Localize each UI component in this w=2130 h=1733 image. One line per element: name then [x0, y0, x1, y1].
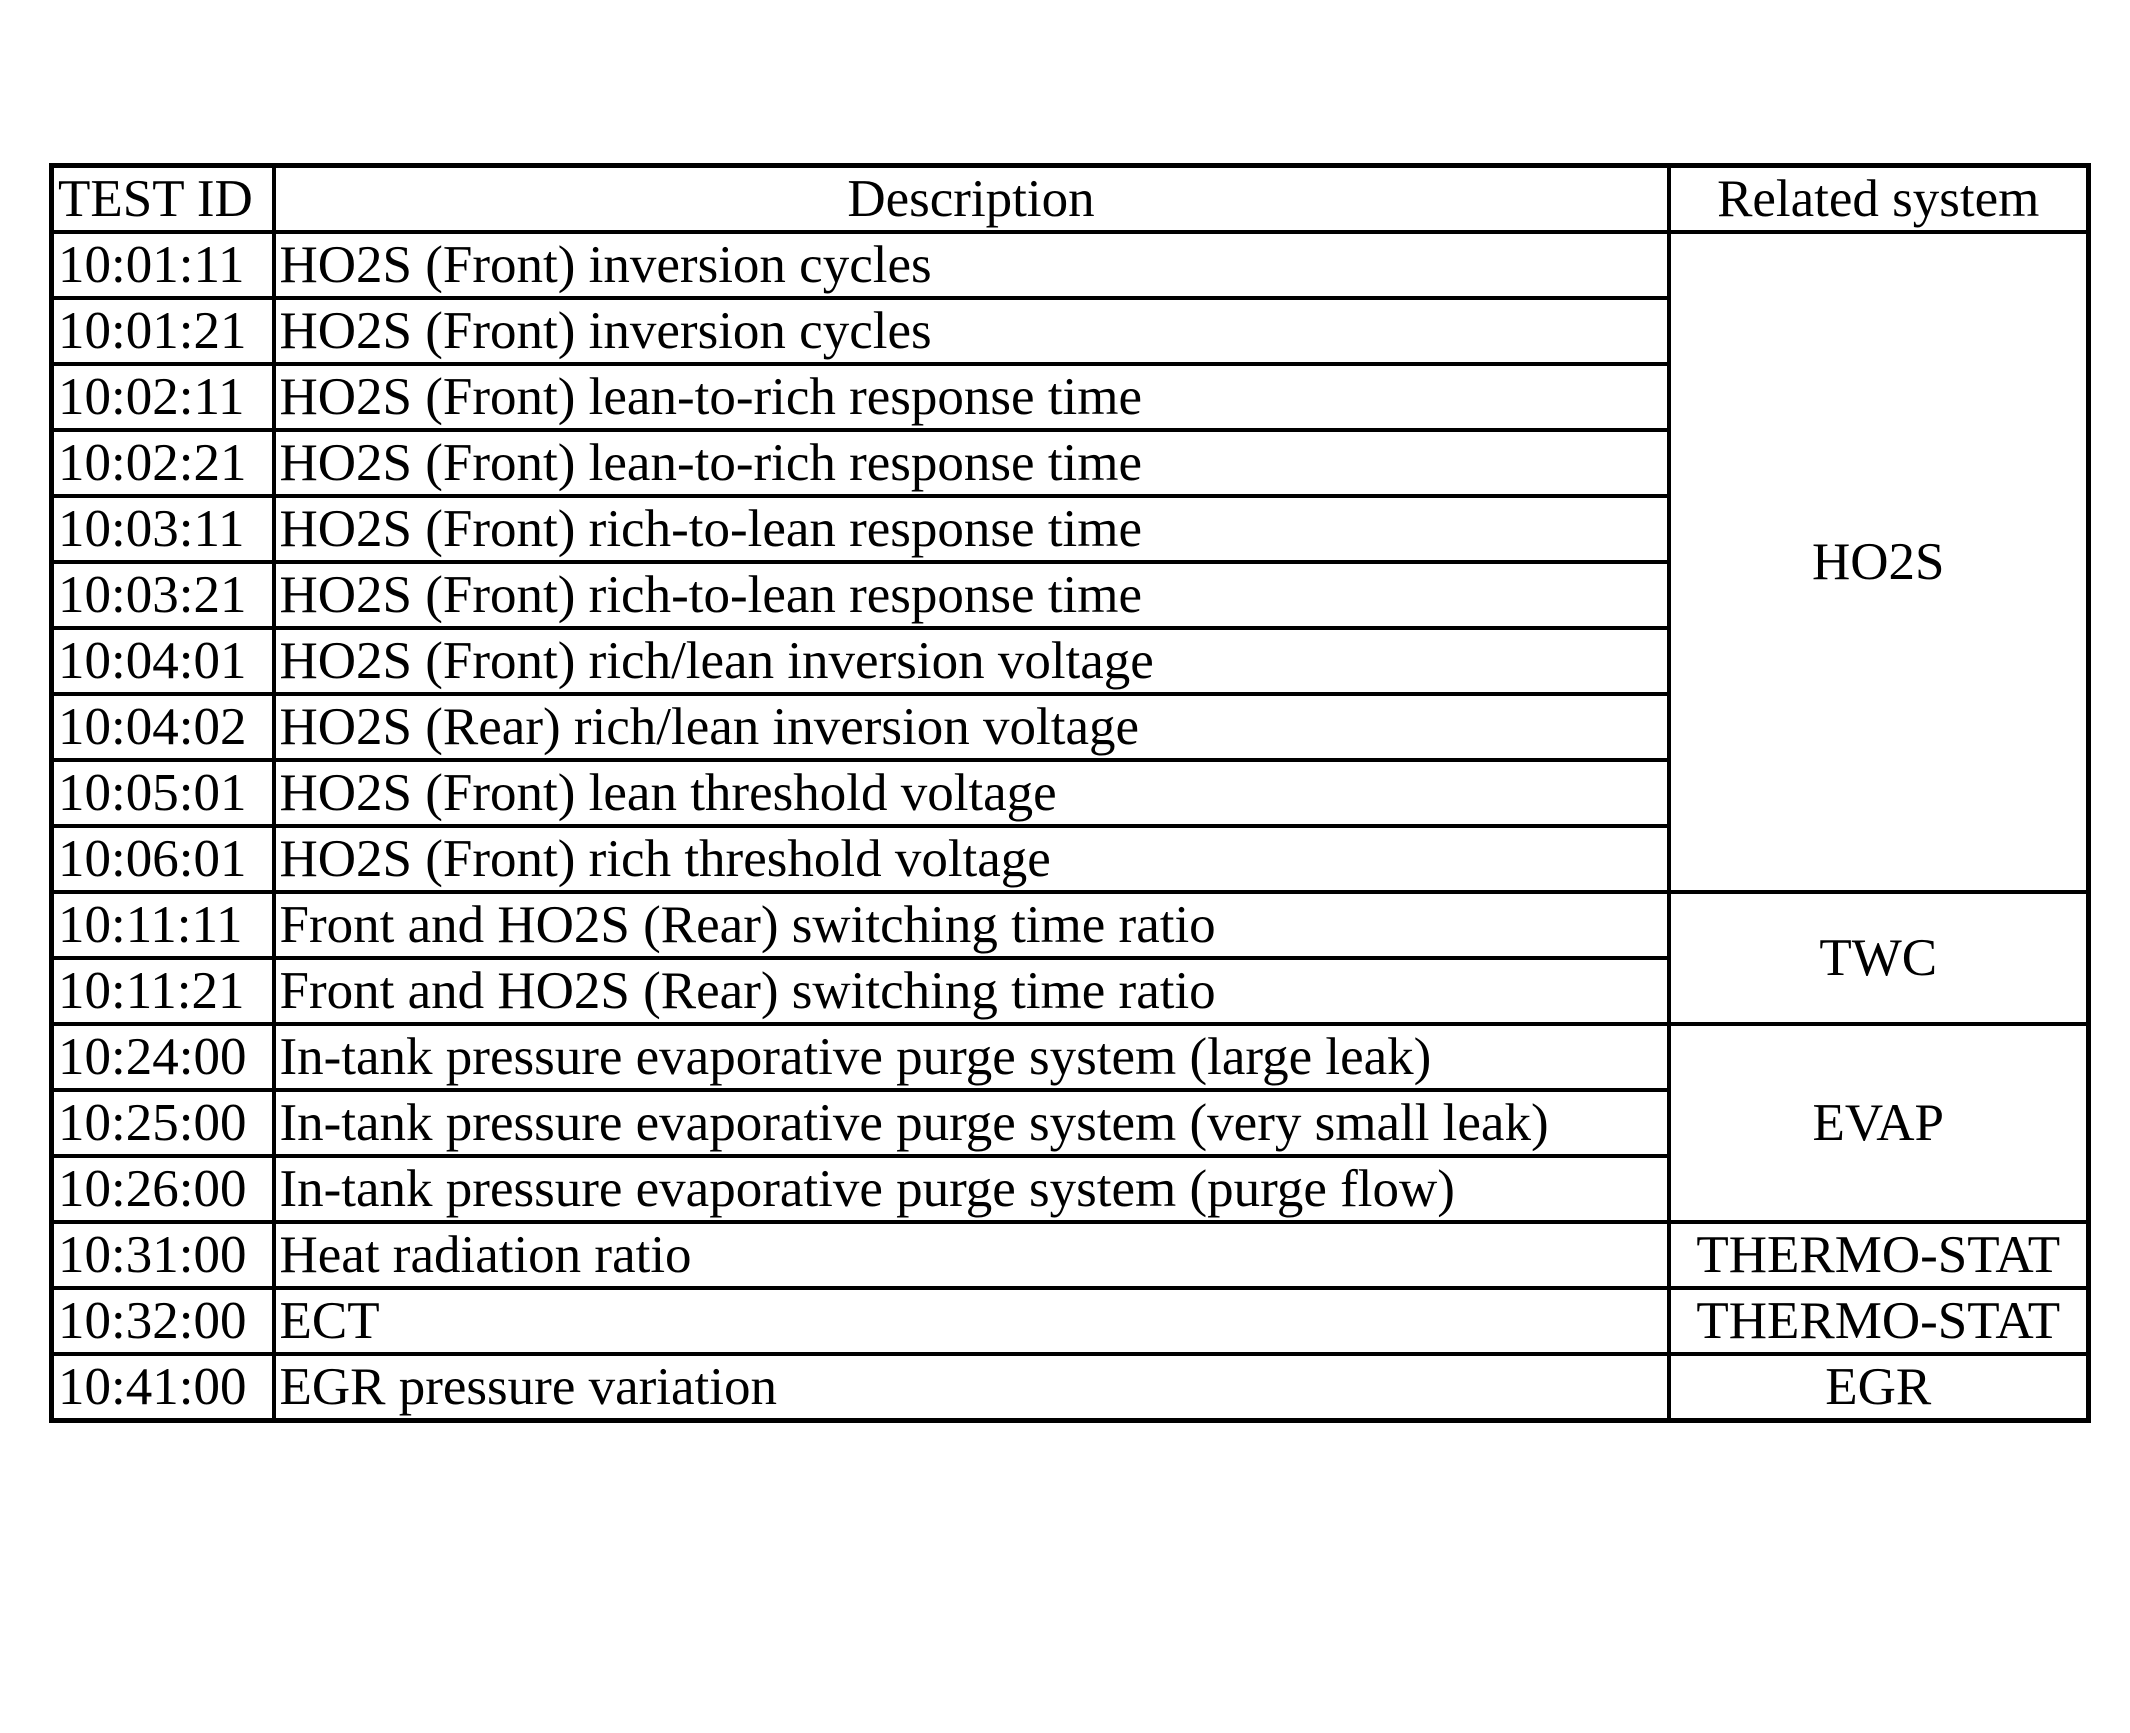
test-id-cell: 10:06:01 — [52, 826, 274, 892]
test-id-cell: 10:02:11 — [52, 364, 274, 430]
test-id-cell: 10:32:00 — [52, 1288, 274, 1354]
test-id-cell: 10:01:11 — [52, 232, 274, 298]
header-row — [52, 166, 2089, 233]
test-id-cell: 10:11:21 — [52, 958, 274, 1024]
test-id-cell: 10:31:00 — [52, 1222, 274, 1288]
description-cell: Heat radiation ratio — [274, 1222, 1669, 1288]
test-id-cell: 10:03:21 — [52, 562, 274, 628]
description-cell: HO2S (Front) rich-to-lean response time — [274, 496, 1669, 562]
related-system-cell-thermostat: THERMO-STAT — [1669, 1288, 2089, 1354]
description-cell: Front and HO2S (Rear) switching time ratio — [274, 892, 1669, 958]
related-system-cell-egr: EGR — [1669, 1354, 2089, 1421]
test-id-cell: 10:41:00 — [52, 1354, 274, 1421]
description-cell: HO2S (Front) lean threshold voltage — [274, 760, 1669, 826]
description-cell: HO2S (Rear) rich/lean inversion voltage — [274, 694, 1669, 760]
description-cell: Front and HO2S (Rear) switching time ratio — [274, 958, 1669, 1024]
description-cell: HO2S (Front) rich threshold voltage — [274, 826, 1669, 892]
description-cell: HO2S (Front) rich/lean inversion voltage — [274, 628, 1669, 694]
test-id-cell: 10:25:00 — [52, 1090, 274, 1156]
test-id-cell: 10:11:11 — [52, 892, 274, 958]
description-cell: HO2S (Front) inversion cycles — [274, 298, 1669, 364]
table-row — [52, 1024, 2089, 1090]
description-cell: In-tank pressure evaporative purge system (very small leak) — [274, 1090, 1669, 1156]
test-id-cell: 10:01:21 — [52, 298, 274, 364]
description-cell: HO2S (Front) inversion cycles — [274, 232, 1669, 298]
header-test-id: TEST ID — [52, 166, 274, 233]
table-row — [52, 232, 2089, 298]
test-id-cell: 10:26:00 — [52, 1156, 274, 1222]
description-cell: ECT — [274, 1288, 1669, 1354]
test-table-container — [49, 163, 2091, 1423]
description-cell: HO2S (Front) rich-to-lean response time — [274, 562, 1669, 628]
description-cell: EGR pressure variation — [274, 1354, 1669, 1421]
test-id-cell: 10:04:01 — [52, 628, 274, 694]
table-row — [52, 892, 2089, 958]
test-id-cell: 10:24:00 — [52, 1024, 274, 1090]
test-id-cell: 10:03:11 — [52, 496, 274, 562]
related-system-cell-thermostat: THERMO-STAT — [1669, 1222, 2089, 1288]
test-id-cell: 10:02:21 — [52, 430, 274, 496]
description-cell: HO2S (Front) lean-to-rich response time — [274, 430, 1669, 496]
header-related-system: Related system — [1669, 166, 2089, 233]
description-cell: In-tank pressure evaporative purge system (purge flow) — [274, 1156, 1669, 1222]
table-row — [52, 1222, 2089, 1288]
header-description: Description — [274, 166, 1669, 233]
test-id-cell: 10:04:02 — [52, 694, 274, 760]
related-system-cell-evap: EVAP — [1669, 1024, 2089, 1222]
table-row — [52, 1288, 2089, 1354]
test-id-table — [49, 163, 2091, 1423]
related-system-cell-ho2s: HO2S — [1669, 232, 2089, 892]
description-cell: HO2S (Front) lean-to-rich response time — [274, 364, 1669, 430]
description-cell: In-tank pressure evaporative purge system (large leak) — [274, 1024, 1669, 1090]
related-system-cell-twc: TWC — [1669, 892, 2089, 1024]
table-row — [52, 1354, 2089, 1421]
test-id-cell: 10:05:01 — [52, 760, 274, 826]
